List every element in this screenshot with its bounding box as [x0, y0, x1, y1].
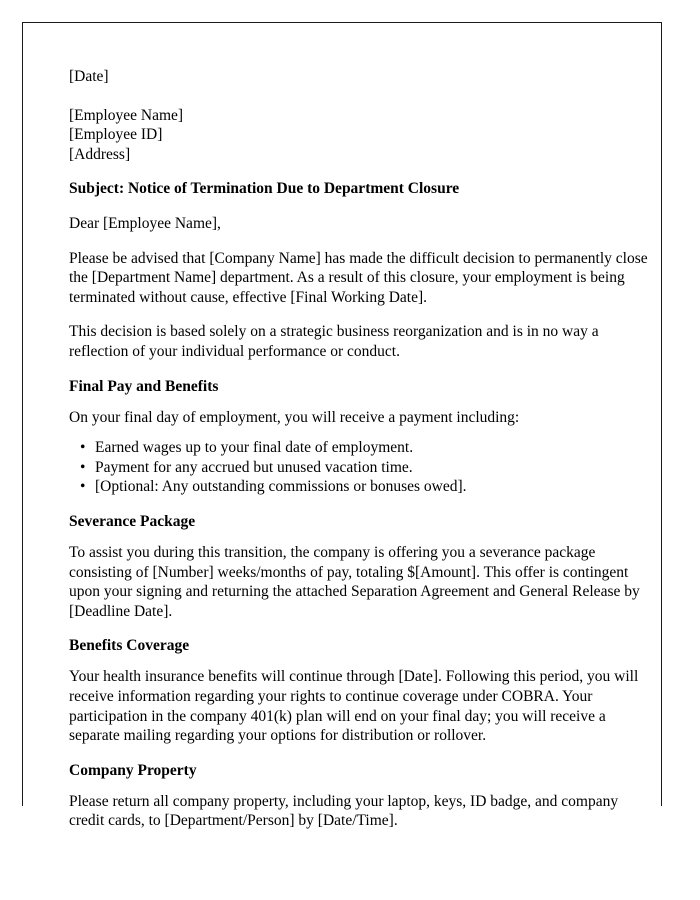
spacer — [69, 746, 651, 761]
spacer — [69, 87, 651, 106]
date-placeholder: [Date] — [69, 68, 109, 85]
company-property-paragraph: Please return all company property, including your laptop, keys, ID badge, and company credit cards, to [Department/Person] by [Date/Time]. — [69, 792, 619, 830]
intro-paragraph: Please be advised that [Company Name] has made the difficult decision to permanently close the [Department Name] department. As a result of this closure, your employment is being terminated without cause, effective [Final Working Date]. — [69, 249, 648, 306]
rationale-paragraph: This decision is based solely on a strategic business reorganization and is in no way a reflection of your individual performance or conduct. — [69, 323, 599, 360]
subject-line: Subject: Notice of Termination Due to Department Closure — [69, 180, 460, 197]
spacer — [69, 656, 651, 667]
section-heading-benefits: Benefits Coverage — [69, 637, 190, 655]
spacer — [69, 497, 651, 512]
recipient-employee-id: [Employee ID] — [69, 126, 163, 143]
section-heading-company-property: Company Property — [69, 761, 197, 779]
spacer — [69, 199, 651, 214]
document-body — [69, 67, 651, 831]
spacer — [69, 307, 651, 322]
spacer — [69, 164, 651, 179]
salutation: Dear [Employee Name], — [69, 215, 221, 232]
spacer — [69, 397, 651, 408]
list-item: • Payment for any accrued but unused vacation time. — [69, 458, 651, 478]
spacer — [69, 621, 651, 636]
list-item: • Earned wages up to your final date of employment. — [69, 438, 651, 458]
document-page-frame — [22, 22, 662, 830]
spacer — [69, 234, 651, 249]
list-item: • [Optional: Any outstanding commissions or bonuses owed]. — [69, 477, 651, 497]
final-pay-intro: On your final day of employment, you will receive a payment including: — [69, 408, 520, 426]
spacer — [69, 427, 651, 438]
recipient-address: [Address] — [69, 145, 131, 163]
section-heading-severance: Severance Package — [69, 512, 196, 530]
spacer — [69, 781, 651, 792]
spacer — [69, 362, 651, 377]
severance-paragraph: To assist you during this transition, the company is offering you a severance package consisting of [Number] weeks/months of pay, totaling $[Amount]. This offer is contingent upon your signing and returning the attached Separation Agreement and General Release by [Deadline Date]. — [69, 543, 640, 620]
recipient-name: [Employee Name] — [69, 106, 184, 124]
spacer — [69, 532, 651, 543]
benefits-paragraph: Your health insurance benefits will continue through [Date]. Following this period, you will receive information regarding your rights to continue coverage under COBRA. Your participation in the company 401(k) plan will end on your final day; you will receive a separate mailing regarding your options for distribution or rollover. — [69, 668, 639, 745]
section-heading-final-pay: Final Pay and Benefits — [69, 377, 219, 395]
final-pay-bullet-list — [69, 438, 651, 497]
